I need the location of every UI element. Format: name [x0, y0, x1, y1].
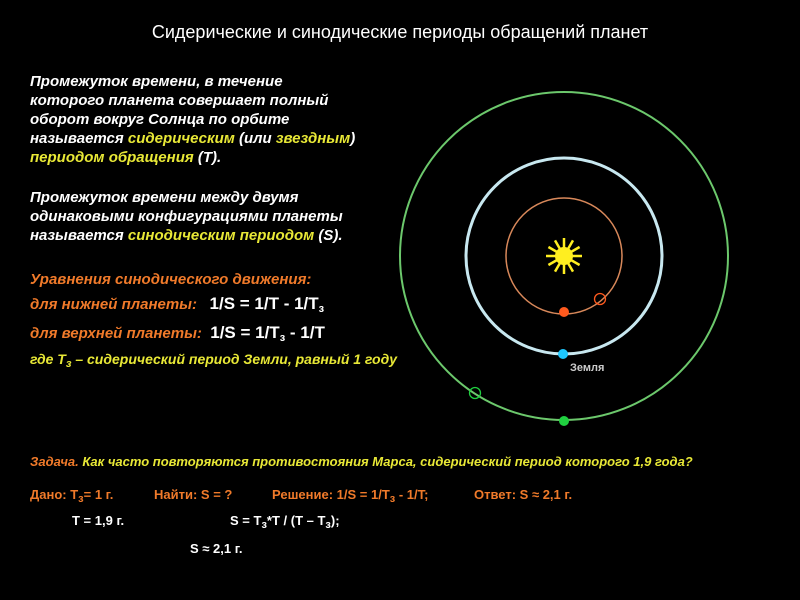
task-answer: Ответ: S ≈ 2,1 г. [474, 487, 573, 502]
term-orbital-period: периодом обращения [30, 149, 194, 166]
inner-planet [559, 307, 569, 317]
earth-label: Земля [570, 362, 605, 374]
def1-line5: периодом обращения (Т). [30, 149, 222, 166]
task-label: Задача. [30, 454, 79, 469]
task-given: Дано: $Т_з= 1$ г. [30, 487, 114, 505]
def1-line1: Промежуток времени, в течение [30, 73, 283, 90]
def2-line2: одинаковыми конфигурациями планеты [30, 208, 343, 225]
synodic-formula: $S = Т_з*Т / (Т - Т_з)$; [230, 513, 340, 531]
page-title: Сидерические и синодические периоды обращений планет [151, 22, 649, 42]
equations-header: Уравнения синодического движения: [30, 271, 312, 288]
synodic-result: S ≈ 2,1 г. [190, 541, 243, 556]
term-stellar: звездным [275, 130, 351, 147]
def1-line3: оборот вокруг Солнца по орбите [30, 111, 290, 128]
task-find: Найти: S = ? [154, 487, 233, 502]
def2-line1: Промежуток времени между двумя [30, 189, 299, 206]
task-statement: Задача. Как часто повторяются противостояния Марса, сидерический период которого 1,9 года? [30, 454, 693, 469]
sun-icon [546, 238, 582, 274]
def1-line4: называется сидерическим (или звездным) [30, 130, 356, 147]
term-synodic-period: синодическим периодом [127, 227, 315, 244]
task-solution: Решение: $1/S = 1/T_з - 1/T$; [272, 487, 429, 505]
equation-outer: для верхней планеты: $1/S = 1/T_з - 1/T$ [30, 323, 325, 344]
def1-line2: которого планета совершает полный [30, 92, 329, 109]
equation-inner: для нижней планеты: $1/S = 1/T - 1/T_з$ [30, 294, 325, 315]
def2-line3: называется синодическим периодом (S). [30, 227, 343, 244]
mars-period-value: Т = 1,9 г. [72, 513, 125, 528]
outer-planet [559, 416, 569, 426]
earth-period-note: где $Т_з$ – сидерический период Земли, равный 1 году [30, 351, 398, 370]
term-sidereal: сидерическим [127, 130, 235, 147]
earth-planet [558, 349, 568, 359]
